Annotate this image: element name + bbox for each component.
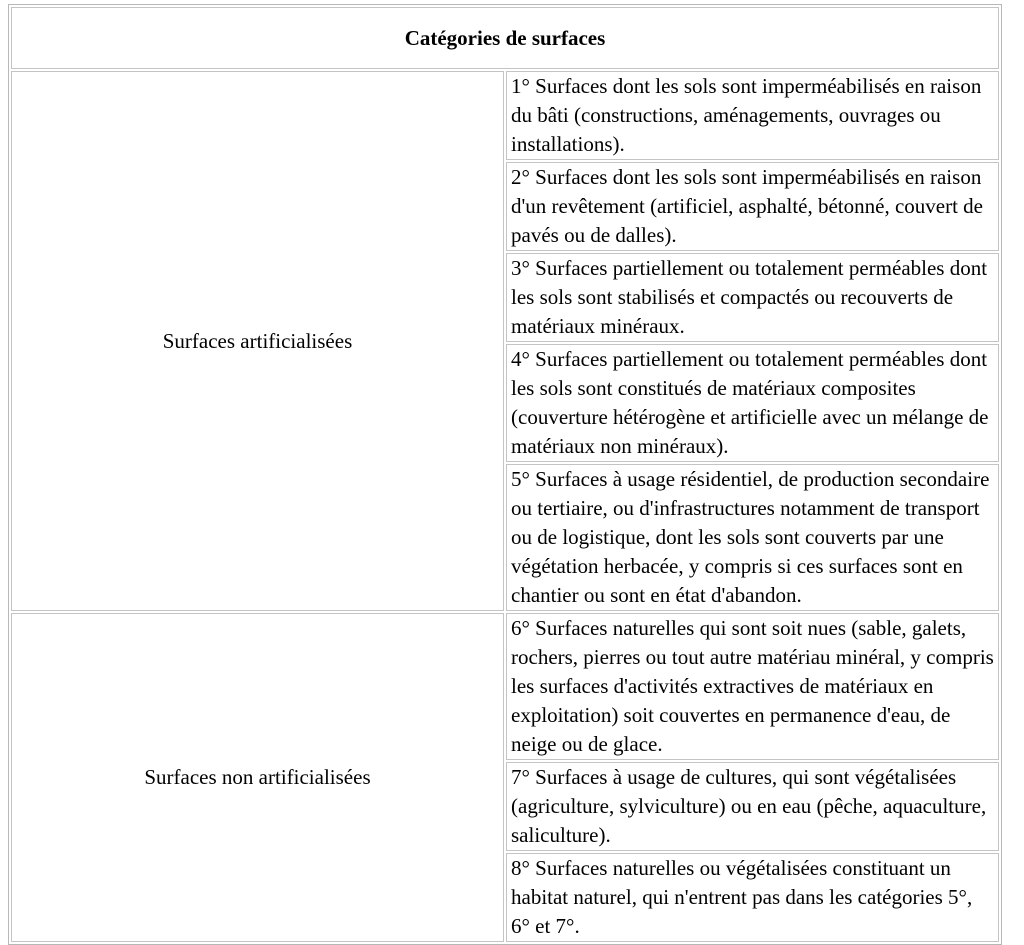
table-cell-category-8: 8° Surfaces naturelles ou végétalisées constituant un habitat naturel, qui n'entrent pas dans les catégories 5°, 6° et 7°. [506,853,999,942]
table-cell-category-6: 6° Surfaces naturelles qui sont soit nues (sable, galets, rochers, pierres ou tout autre matériau minéral, y compris les surfaces d'activités extractives de matériaux en exploitation) soit couvertes en permanence d'eau, de neige ou de glace. [506,613,999,760]
table-row [11,71,999,160]
table-title: Catégories de surfaces [11,7,999,69]
category-artificialised: Surfaces artificialisées [11,71,504,611]
table-header-row [11,7,999,69]
table-cell-category-4: 4° Surfaces partiellement ou totalement perméables dont les sols sont constitués de matériaux composites (couverture hétérogène et artificielle avec un mélange de matériaux non minéraux). [506,344,999,462]
table-cell-category-5: 5° Surfaces à usage résidentiel, de production secondaire ou tertiaire, ou d'infrastructures notamment de transport ou de logistique, dont les sols sont couverts par une végétation herbacée, y compris si ces surfaces sont en chantier ou sont en état d'abandon. [506,464,999,611]
table-cell-category-1: 1° Surfaces dont les sols sont imperméabilisés en raison du bâti (constructions, aménagements, ouvrages ou installations). [506,71,999,160]
table-cell-category-7: 7° Surfaces à usage de cultures, qui sont végétalisées (agriculture, sylviculture) ou en eau (pêche, aquaculture, saliculture). [506,762,999,851]
table-row [11,613,999,760]
surface-categories-table [8,4,1002,945]
table-cell-category-2: 2° Surfaces dont les sols sont imperméabilisés en raison d'un revêtement (artificiel, asphalté, bétonné, couvert de pavés ou de dalles). [506,162,999,251]
category-non-artificialised: Surfaces non artificialisées [11,613,504,942]
table-cell-category-3: 3° Surfaces partiellement ou totalement perméables dont les sols sont stabilisés et compactés ou recouverts de matériaux minéraux. [506,253,999,342]
